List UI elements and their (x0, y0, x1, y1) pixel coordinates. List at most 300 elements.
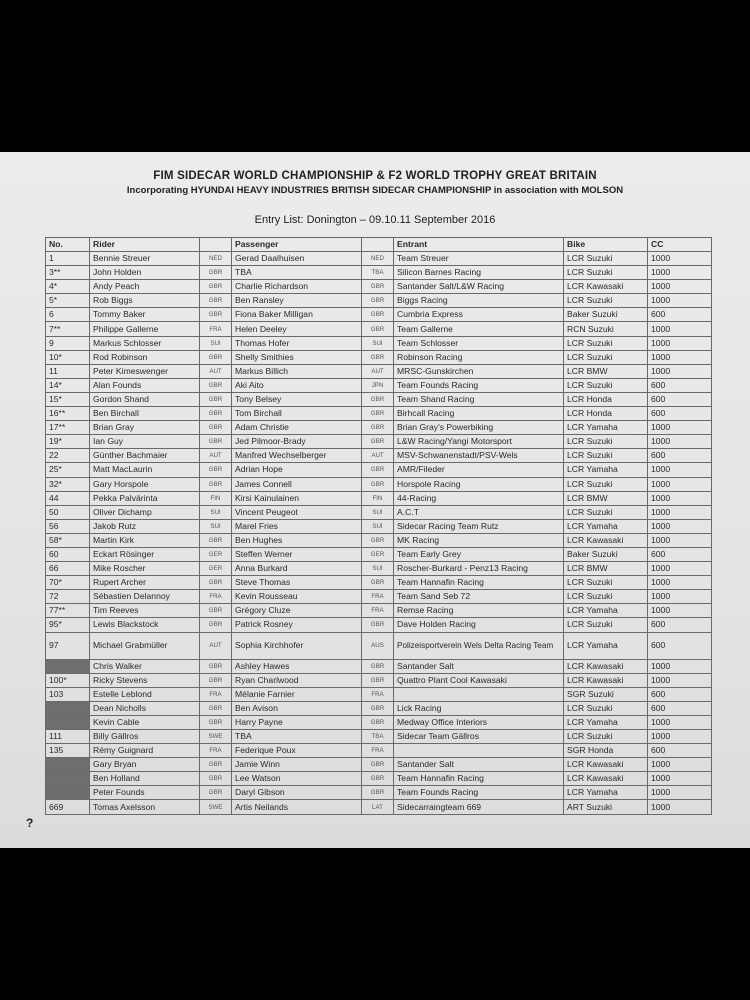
cell-cc: 600 (648, 407, 712, 421)
cell-cc: 1000 (648, 463, 712, 477)
cell-entrant: Robinson Racing (394, 350, 564, 364)
cell-no: 100* (46, 673, 90, 687)
cell-rider-nat: AUT (200, 449, 232, 463)
cell-passenger-nat: GBR (362, 618, 394, 632)
table-row (46, 758, 712, 772)
cell-passenger-nat: FRA (362, 687, 394, 701)
cell-rider-nat: GBR (200, 604, 232, 618)
header-no: No. (46, 238, 90, 252)
cell-rider: Ian Guy (90, 435, 200, 449)
cell-no: 111 (46, 730, 90, 744)
table-row (46, 336, 712, 350)
table-row (46, 772, 712, 786)
cell-entrant: Medway Office Interiors (394, 715, 564, 729)
cell-entrant: MK Racing (394, 533, 564, 547)
cell-rider-nat: GBR (200, 407, 232, 421)
table-row (46, 364, 712, 378)
cell-bike: LCR Yamaha (564, 715, 648, 729)
cell-rider-nat: GBR (200, 701, 232, 715)
cell-bike: LCR Suzuki (564, 294, 648, 308)
cell-passenger: Sophia Kirchhofer (232, 632, 362, 659)
cell-passenger-nat: GBR (362, 294, 394, 308)
cell-passenger: TBA (232, 730, 362, 744)
cell-entrant: Birhcall Racing (394, 407, 564, 421)
cell-passenger-nat: FRA (362, 604, 394, 618)
cell-entrant: Lick Racing (394, 701, 564, 715)
cell-entrant: L&W Racing/Yangi Motorsport (394, 435, 564, 449)
cell-passenger: Aki Aito (232, 378, 362, 392)
cell-bike: LCR BMW (564, 562, 648, 576)
cell-rider-nat: SUI (200, 336, 232, 350)
cell-bike: LCR Yamaha (564, 632, 648, 659)
cell-passenger: Ben Ransley (232, 294, 362, 308)
cell-cc: 1000 (648, 350, 712, 364)
cell-cc: 1000 (648, 659, 712, 673)
cell-passenger-nat: AUT (362, 364, 394, 378)
document-subtitle: Incorporating HYUNDAI HEAVY INDUSTRIES BRITISH SIDECAR CHAMPIONSHIP in association with MOLSON (126, 185, 624, 196)
cell-passenger-nat: GBR (362, 392, 394, 406)
cell-rider: Philippe Gallerne (90, 322, 200, 336)
cell-passenger-nat: GBR (362, 533, 394, 547)
cell-rider-nat: GBR (200, 435, 232, 449)
cell-rider: Rob Biggs (90, 294, 200, 308)
cell-rider-nat: FRA (200, 687, 232, 701)
cell-passenger: Jamie Winn (232, 758, 362, 772)
table-row (46, 392, 712, 406)
cell-bike: LCR Honda (564, 392, 648, 406)
cell-entrant: AMR/Fileder (394, 463, 564, 477)
cell-rider-nat: GBR (200, 673, 232, 687)
table-row (46, 547, 712, 561)
cell-cc: 1000 (648, 252, 712, 266)
cell-passenger: Gerad Daalhuisen (232, 252, 362, 266)
cell-no: 77** (46, 604, 90, 618)
cell-rider: Andy Peach (90, 280, 200, 294)
cell-rider-nat: GBR (200, 308, 232, 322)
cell-passenger: Shelly Smithies (232, 350, 362, 364)
table-row (46, 562, 712, 576)
table-row (46, 378, 712, 392)
cell-entrant: A.C.T (394, 505, 564, 519)
cell-passenger: Adam Christie (232, 421, 362, 435)
cell-entrant: Roscher-Burkard - Penz13 Racing (394, 562, 564, 576)
cell-passenger-nat: FIN (362, 491, 394, 505)
cell-passenger: Vincent Peugeot (232, 505, 362, 519)
cell-rider: Ben Birchall (90, 407, 200, 421)
table-row (46, 659, 712, 673)
cell-no: 11 (46, 364, 90, 378)
cell-passenger: Steffen Werner (232, 547, 362, 561)
cell-rider: Gordon Shand (90, 392, 200, 406)
cell-rider: Eckart Rösinger (90, 547, 200, 561)
cell-passenger-nat: GBR (362, 715, 394, 729)
cell-rider-nat: GBR (200, 618, 232, 632)
cell-rider: Markus Schlosser (90, 336, 200, 350)
cell-no (46, 786, 90, 800)
cell-rider-nat: FRA (200, 744, 232, 758)
cell-bike: LCR Kawasaki (564, 280, 648, 294)
cell-entrant: MSV-Schwanenstadt/PSV-Wels (394, 449, 564, 463)
cell-entrant: Brian Gray's Powerbiking (394, 421, 564, 435)
cell-cc: 600 (648, 744, 712, 758)
cell-no: 10* (46, 350, 90, 364)
cell-passenger: James Connell (232, 477, 362, 491)
cell-bike: LCR Suzuki (564, 730, 648, 744)
cell-entrant: Cumbria Express (394, 308, 564, 322)
cell-bike: LCR Kawasaki (564, 758, 648, 772)
cell-rider-nat: SUI (200, 505, 232, 519)
cell-bike: LCR Suzuki (564, 252, 648, 266)
cell-rider: Billy Gällros (90, 730, 200, 744)
cell-cc: 1000 (648, 505, 712, 519)
cell-rider: Chris Walker (90, 659, 200, 673)
cell-cc: 1000 (648, 435, 712, 449)
cell-entrant: Sidecar Team Gällros (394, 730, 564, 744)
table-row (46, 576, 712, 590)
cell-rider-nat: GBR (200, 786, 232, 800)
cell-passenger-nat: AUS (362, 632, 394, 659)
cell-passenger: Harry Payne (232, 715, 362, 729)
cell-rider-nat: GBR (200, 266, 232, 280)
cell-passenger-nat: GER (362, 547, 394, 561)
cell-cc: 1000 (648, 730, 712, 744)
cell-passenger: Ryan Charlwood (232, 673, 362, 687)
cell-passenger-nat: SUI (362, 562, 394, 576)
cell-passenger: Ashley Hawes (232, 659, 362, 673)
cell-no: 32* (46, 477, 90, 491)
cell-no: 16** (46, 407, 90, 421)
cell-passenger: TBA (232, 266, 362, 280)
document-title: FIM SIDECAR WORLD CHAMPIONSHIP & F2 WORLD TROPHY GREAT BRITAIN (153, 170, 597, 182)
cell-rider: Bennie Streuer (90, 252, 200, 266)
table-row (46, 505, 712, 519)
cell-bike: SGR Suzuki (564, 687, 648, 701)
cell-bike: LCR Suzuki (564, 435, 648, 449)
cell-cc: 1000 (648, 562, 712, 576)
cell-rider: Jakob Rutz (90, 519, 200, 533)
cell-bike: LCR Suzuki (564, 378, 648, 392)
cell-entrant: Remse Racing (394, 604, 564, 618)
cell-entrant: Sidecarraingteam 669 (394, 800, 564, 814)
cell-rider-nat: GBR (200, 392, 232, 406)
cell-rider-nat: SWE (200, 800, 232, 814)
cell-passenger-nat: GBR (362, 435, 394, 449)
cell-passenger: Helen Deeley (232, 322, 362, 336)
cell-passenger: Jed Pilmoor-Brady (232, 435, 362, 449)
cell-entrant: Team Streuer (394, 252, 564, 266)
cell-passenger: Grégory Cluze (232, 604, 362, 618)
cell-no: 50 (46, 505, 90, 519)
cell-rider: Rod Robinson (90, 350, 200, 364)
header-entrant: Entrant (394, 238, 564, 252)
table-row (46, 280, 712, 294)
cell-no: 66 (46, 562, 90, 576)
cell-no (46, 715, 90, 729)
cell-rider: Ben Holland (90, 772, 200, 786)
table-row (46, 266, 712, 280)
cell-passenger-nat: GBR (362, 758, 394, 772)
cell-passenger-nat: GBR (362, 421, 394, 435)
cell-cc: 600 (648, 687, 712, 701)
cell-cc: 600 (648, 547, 712, 561)
cell-passenger-nat: NED (362, 252, 394, 266)
cell-bike: LCR BMW (564, 491, 648, 505)
header-passenger-nat (362, 238, 394, 252)
cell-passenger: Markus Billich (232, 364, 362, 378)
cell-cc: 1000 (648, 758, 712, 772)
cell-bike: RCN Suzuki (564, 322, 648, 336)
cell-passenger-nat: AUT (362, 449, 394, 463)
cell-bike: SGR Honda (564, 744, 648, 758)
cell-passenger-nat: GBR (362, 350, 394, 364)
cell-passenger-nat: SUI (362, 505, 394, 519)
cell-rider-nat: GBR (200, 772, 232, 786)
cell-rider-nat: GBR (200, 280, 232, 294)
cell-passenger: Tony Belsey (232, 392, 362, 406)
cell-passenger-nat: TBA (362, 730, 394, 744)
cell-entrant: Silicon Barnes Racing (394, 266, 564, 280)
cell-cc: 1000 (648, 590, 712, 604)
cell-rider-nat: AUT (200, 632, 232, 659)
table-row (46, 687, 712, 701)
cell-no: 95* (46, 618, 90, 632)
cell-cc: 1000 (648, 266, 712, 280)
entry-list-paper (0, 152, 750, 848)
cell-cc: 1000 (648, 336, 712, 350)
cell-rider: Martin Kirk (90, 533, 200, 547)
entry-list-heading: Entry List: Donington – 09.10.11 September 2016 (254, 214, 496, 226)
cell-rider-nat: GBR (200, 421, 232, 435)
cell-passenger: Adrian Hope (232, 463, 362, 477)
cell-rider-nat: GBR (200, 378, 232, 392)
entry-list-table (45, 237, 712, 815)
cell-rider-nat: FRA (200, 322, 232, 336)
cell-passenger: Ben Hughes (232, 533, 362, 547)
table-row (46, 294, 712, 308)
cell-entrant: Santander Salt/L&W Racing (394, 280, 564, 294)
cell-no (46, 659, 90, 673)
cell-bike: LCR Yamaha (564, 519, 648, 533)
cell-bike: LCR Suzuki (564, 350, 648, 364)
header-passenger: Passenger (232, 238, 362, 252)
cell-passenger-nat: GBR (362, 322, 394, 336)
cell-cc: 1000 (648, 477, 712, 491)
cell-passenger: Marel Fries (232, 519, 362, 533)
cell-passenger-nat: GBR (362, 673, 394, 687)
cell-rider: Peter Kimeswenger (90, 364, 200, 378)
cell-passenger-nat: GBR (362, 772, 394, 786)
cell-cc: 1000 (648, 533, 712, 547)
table-row (46, 618, 712, 632)
cell-passenger: Fiona Baker Milligan (232, 308, 362, 322)
cell-rider: Rupert Archer (90, 576, 200, 590)
cell-cc: 1000 (648, 294, 712, 308)
cell-entrant: Biggs Racing (394, 294, 564, 308)
cell-bike: LCR Honda (564, 407, 648, 421)
cell-cc: 600 (648, 618, 712, 632)
cell-rider-nat: GER (200, 547, 232, 561)
table-row (46, 463, 712, 477)
cell-rider: Ricky Stevens (90, 673, 200, 687)
table-row (46, 590, 712, 604)
cell-passenger-nat: GBR (362, 786, 394, 800)
cell-passenger-nat: GBR (362, 308, 394, 322)
cell-bike: LCR Suzuki (564, 701, 648, 715)
cell-no: 15* (46, 392, 90, 406)
cell-entrant: Santander Salt (394, 659, 564, 673)
cell-no: 72 (46, 590, 90, 604)
cell-bike: LCR Kawasaki (564, 659, 648, 673)
cell-no (46, 758, 90, 772)
cell-entrant: Team Early Grey (394, 547, 564, 561)
cell-bike: LCR Suzuki (564, 449, 648, 463)
cell-entrant: Team Schlosser (394, 336, 564, 350)
cell-entrant: Polizeisportverein Wels Delta Racing Team (394, 632, 564, 659)
table-row (46, 604, 712, 618)
cell-rider: Matt MacLaurin (90, 463, 200, 477)
cell-passenger: Tom Birchall (232, 407, 362, 421)
cell-no: 103 (46, 687, 90, 701)
cell-cc: 1000 (648, 673, 712, 687)
cell-passenger-nat: GBR (362, 463, 394, 477)
cell-bike: LCR Suzuki (564, 618, 648, 632)
table-row (46, 252, 712, 266)
cell-rider-nat: FRA (200, 590, 232, 604)
cell-rider: Dean Nicholls (90, 701, 200, 715)
cell-bike: LCR Yamaha (564, 604, 648, 618)
cell-rider-nat: AUT (200, 364, 232, 378)
cell-entrant: Santander Salt (394, 758, 564, 772)
table-row (46, 407, 712, 421)
cell-cc: 1000 (648, 364, 712, 378)
cell-no: 7** (46, 322, 90, 336)
cell-passenger: Steve Thomas (232, 576, 362, 590)
cell-passenger-nat: GBR (362, 659, 394, 673)
cell-passenger-nat: TBA (362, 266, 394, 280)
cell-no: 1 (46, 252, 90, 266)
cell-rider-nat: SUI (200, 519, 232, 533)
cell-no: 669 (46, 800, 90, 814)
handwritten-question-mark: ? (26, 816, 34, 830)
cell-no: 135 (46, 744, 90, 758)
cell-entrant: Dave Holden Racing (394, 618, 564, 632)
cell-cc: 1000 (648, 604, 712, 618)
cell-no: 56 (46, 519, 90, 533)
cell-no: 4* (46, 280, 90, 294)
cell-entrant: Team Hannafin Racing (394, 576, 564, 590)
cell-cc: 1000 (648, 491, 712, 505)
cell-bike: LCR Kawasaki (564, 772, 648, 786)
cell-passenger-nat: LAT (362, 800, 394, 814)
cell-rider-nat: GBR (200, 758, 232, 772)
cell-bike: ART Suzuki (564, 800, 648, 814)
cell-rider: Michael Grabmüller (90, 632, 200, 659)
table-row (46, 435, 712, 449)
cell-rider: Alan Founds (90, 378, 200, 392)
cell-bike: LCR Kawasaki (564, 533, 648, 547)
cell-rider: Sébastien Delannoy (90, 590, 200, 604)
cell-rider: Tommy Baker (90, 308, 200, 322)
cell-entrant (394, 744, 564, 758)
table-row (46, 800, 712, 814)
cell-no: 3** (46, 266, 90, 280)
cell-passenger-nat: FRA (362, 744, 394, 758)
cell-rider: Tim Reeves (90, 604, 200, 618)
cell-entrant: Team Gallerne (394, 322, 564, 336)
cell-rider-nat: GBR (200, 294, 232, 308)
cell-cc: 1000 (648, 322, 712, 336)
cell-cc: 1000 (648, 786, 712, 800)
cell-entrant: Team Sand Seb 72 (394, 590, 564, 604)
table-row (46, 744, 712, 758)
table-header-row (46, 238, 712, 252)
cell-passenger: Lee Watson (232, 772, 362, 786)
table-row (46, 533, 712, 547)
cell-no (46, 772, 90, 786)
header-cc: CC (648, 238, 712, 252)
cell-cc: 1000 (648, 576, 712, 590)
cell-passenger: Daryl Gibson (232, 786, 362, 800)
cell-entrant: Team Hannafin Racing (394, 772, 564, 786)
cell-passenger: Charlie Richardson (232, 280, 362, 294)
table-row (46, 322, 712, 336)
cell-passenger-nat: GBR (362, 407, 394, 421)
cell-passenger: Patrick Rosney (232, 618, 362, 632)
cell-passenger: Anna Burkard (232, 562, 362, 576)
table-row (46, 730, 712, 744)
cell-bike: Baker Suzuki (564, 308, 648, 322)
cell-rider-nat: GBR (200, 715, 232, 729)
cell-no: 14* (46, 378, 90, 392)
cell-entrant: Team Founds Racing (394, 378, 564, 392)
cell-rider: Gary Bryan (90, 758, 200, 772)
cell-cc: 1000 (648, 715, 712, 729)
cell-passenger: Kevin Rousseau (232, 590, 362, 604)
header-rider: Rider (90, 238, 200, 252)
cell-passenger-nat: FRA (362, 590, 394, 604)
cell-bike: LCR Yamaha (564, 463, 648, 477)
cell-rider: Kevin Cable (90, 715, 200, 729)
cell-entrant: Horspole Racing (394, 477, 564, 491)
cell-bike: LCR Kawasaki (564, 673, 648, 687)
cell-rider: John Holden (90, 266, 200, 280)
cell-entrant: Quattro Plant Cool Kawasaki (394, 673, 564, 687)
cell-no: 97 (46, 632, 90, 659)
table-row (46, 308, 712, 322)
cell-cc: 600 (648, 308, 712, 322)
cell-passenger: Kirsi Kainulainen (232, 491, 362, 505)
cell-cc: 1000 (648, 800, 712, 814)
cell-entrant: Sidecar Racing Team Rutz (394, 519, 564, 533)
cell-rider: Mike Roscher (90, 562, 200, 576)
cell-passenger: Mélanie Farnier (232, 687, 362, 701)
table-row (46, 519, 712, 533)
cell-no: 58* (46, 533, 90, 547)
cell-bike: LCR Suzuki (564, 590, 648, 604)
cell-passenger-nat: GBR (362, 701, 394, 715)
cell-no: 5* (46, 294, 90, 308)
table-row (46, 632, 712, 659)
cell-rider-nat: GBR (200, 659, 232, 673)
cell-rider: Günther Bachmaier (90, 449, 200, 463)
cell-rider-nat: GBR (200, 463, 232, 477)
cell-entrant: 44-Racing (394, 491, 564, 505)
cell-rider-nat: FIN (200, 491, 232, 505)
cell-no: 6 (46, 308, 90, 322)
cell-rider: Estelle Leblond (90, 687, 200, 701)
cell-rider: Rémy Guignard (90, 744, 200, 758)
cell-passenger: Federique Poux (232, 744, 362, 758)
